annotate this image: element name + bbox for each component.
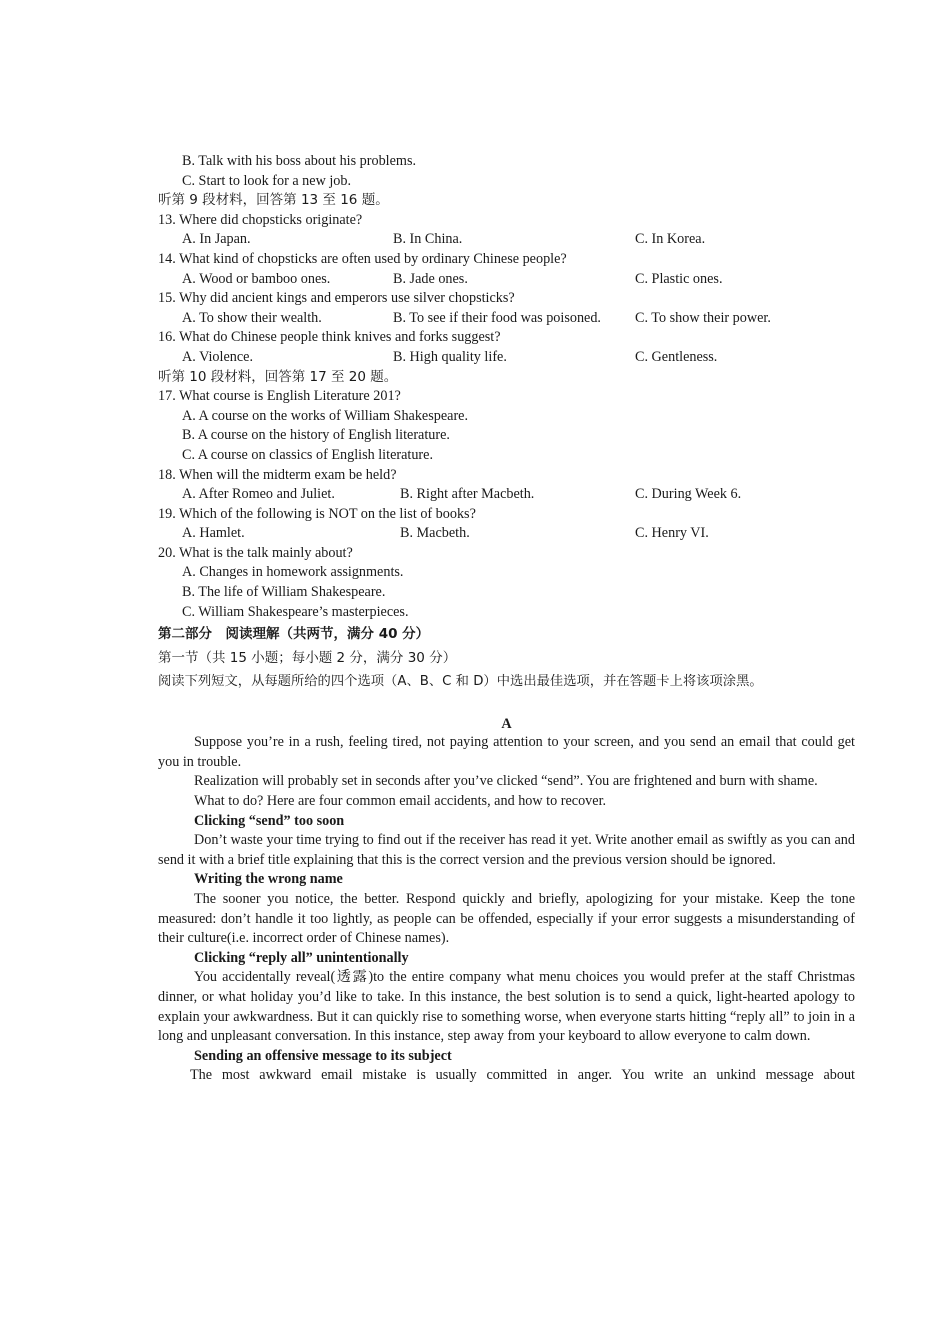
q13-options: [158, 230, 855, 250]
q20-option-a: A. Changes in homework assignments.: [182, 564, 404, 581]
q15-option-a: A. To show their wealth.: [182, 309, 322, 326]
passage-paragraph: Realization will probably set in seconds after you’ve clicked “send”. You are frightened and burn with shame.: [194, 773, 818, 790]
section-1-heading: 第一节（共 15 小题；每小题 2 分，满分 30 分）: [158, 650, 457, 667]
q14-question: 14. What kind of chopsticks are often used by ordinary Chinese people?: [158, 250, 567, 267]
q19-option-b: B. Macbeth.: [400, 525, 470, 542]
subheading-wrong-name: Writing the wrong name: [194, 871, 343, 888]
subheading-send-too-soon: Clicking “send” too soon: [194, 812, 345, 829]
reading-instructions: 阅读下列短文，从每题所给的四个选项（A、B、C 和 D）中选出最佳选项，并在答题卡上将该项涂黑。: [158, 674, 763, 690]
passage-paragraph: The sooner you notice, the better. Respond quickly and briefly, apologizing for your mistake. Keep the tone measured: don’t handle it too lightly, as people can be offended, especially if your error suggests a misunderstanding of their culture(i.e. incorrect order of Chinese names).: [158, 891, 855, 947]
part-2-heading: 第二部分 阅读理解（共两节，满分 40 分）: [158, 626, 430, 643]
q14-option-b: B. Jade ones.: [393, 270, 468, 287]
q14-option-a: A. Wood or bamboo ones.: [182, 270, 331, 287]
section-9-instruction: 听第 9 段材料，回答第 13 至 16 题。: [158, 192, 389, 209]
q19-option-a: A. Hamlet.: [182, 525, 245, 542]
q14-option-c: C. Plastic ones.: [635, 270, 723, 287]
q18-option-c: C. During Week 6.: [635, 486, 742, 503]
q19-option-c: C. Henry VI.: [635, 525, 709, 542]
q13-option-a: A. In Japan.: [182, 231, 251, 248]
q16-option-b: B. High quality life.: [393, 348, 507, 365]
q18-option-a: A. After Romeo and Juliet.: [182, 486, 335, 503]
q16-options: [158, 348, 855, 368]
q18-question: 18. When will the midterm exam be held?: [158, 466, 397, 483]
q17-question: 17. What course is English Literature 201?: [158, 388, 401, 405]
q17-option-a: A. A course on the works of William Shakespeare.: [182, 407, 469, 424]
passage-paragraph: What to do? Here are four common email accidents, and how to recover.: [194, 793, 607, 810]
q13-option-b: B. In China.: [393, 231, 463, 248]
q12-option-b: B. Talk with his boss about his problems.: [182, 153, 417, 169]
q17-option-c: C. A course on classics of English literature.: [182, 446, 433, 463]
q14-options: [158, 270, 855, 290]
passage-paragraph: Suppose you’re in a rush, feeling tired, not paying attention to your screen, and you send an email that could get you in trouble.: [158, 734, 855, 770]
q18-option-b: B. Right after Macbeth.: [400, 486, 535, 503]
subheading-offensive-message: Sending an offensive message to its subject: [194, 1047, 452, 1064]
q18-options: [158, 485, 855, 505]
passage-body: [158, 733, 855, 1086]
q15-question: 15. Why did ancient kings and emperors use silver chopsticks?: [158, 290, 515, 307]
q13-option-c: C. In Korea.: [635, 231, 706, 248]
passage-letter: A: [501, 716, 512, 733]
section-10-instruction: 听第 10 段材料，回答第 17 至 20 题。: [158, 368, 398, 385]
subheading-reply-all: Clicking “reply all” unintentionally: [194, 949, 409, 966]
q15-options: [158, 309, 855, 329]
q16-option-a: A. Violence.: [182, 348, 253, 365]
q19-question: 19. Which of the following is NOT on the list of books?: [158, 505, 476, 522]
q20-option-c: C. William Shakespeare’s masterpieces.: [182, 603, 409, 620]
q20-option-b: B. The life of William Shakespeare.: [182, 584, 386, 601]
q12-option-c: C. Start to look for a new job.: [182, 172, 352, 189]
q17-option-b: B. A course on the history of English literature.: [182, 427, 450, 444]
passage-paragraph: You accidentally reveal(透露)to the entire company what menu choices you would prefer at the staff Christmas dinner, or what holiday you’d like to take. In this instance, the best solution is to send a quick, light-hearted apology to explain your awkwardness. But it can quickly rise to something worse, when everyone starts hitting “reply all” to join in a long and unpleasant conversation. In this instance, step away from your keyboard to allow everyone to calm down.: [158, 969, 855, 1045]
q15-option-b: B. To see if their food was poisoned.: [393, 309, 601, 326]
q15-option-c: C. To show their power.: [635, 309, 771, 326]
q20-question: 20. What is the talk mainly about?: [158, 544, 353, 561]
q13-question: 13. Where did chopsticks originate?: [158, 211, 363, 228]
passage-paragraph: The most awkward email mistake is usually committed in anger. You write an unkind message about: [190, 1067, 855, 1084]
passage-paragraph: Don’t waste your time trying to find out if the receiver has read it yet. Write another email as swiftly as you can and send it with a brief title explaining that this is the correct version and the previous version should be ignored.: [158, 832, 855, 868]
q16-option-c: C. Gentleness.: [635, 348, 718, 365]
exam-page: [158, 152, 855, 1086]
q19-options: [158, 524, 855, 544]
q16-question: 16. What do Chinese people think knives and forks suggest?: [158, 329, 501, 346]
